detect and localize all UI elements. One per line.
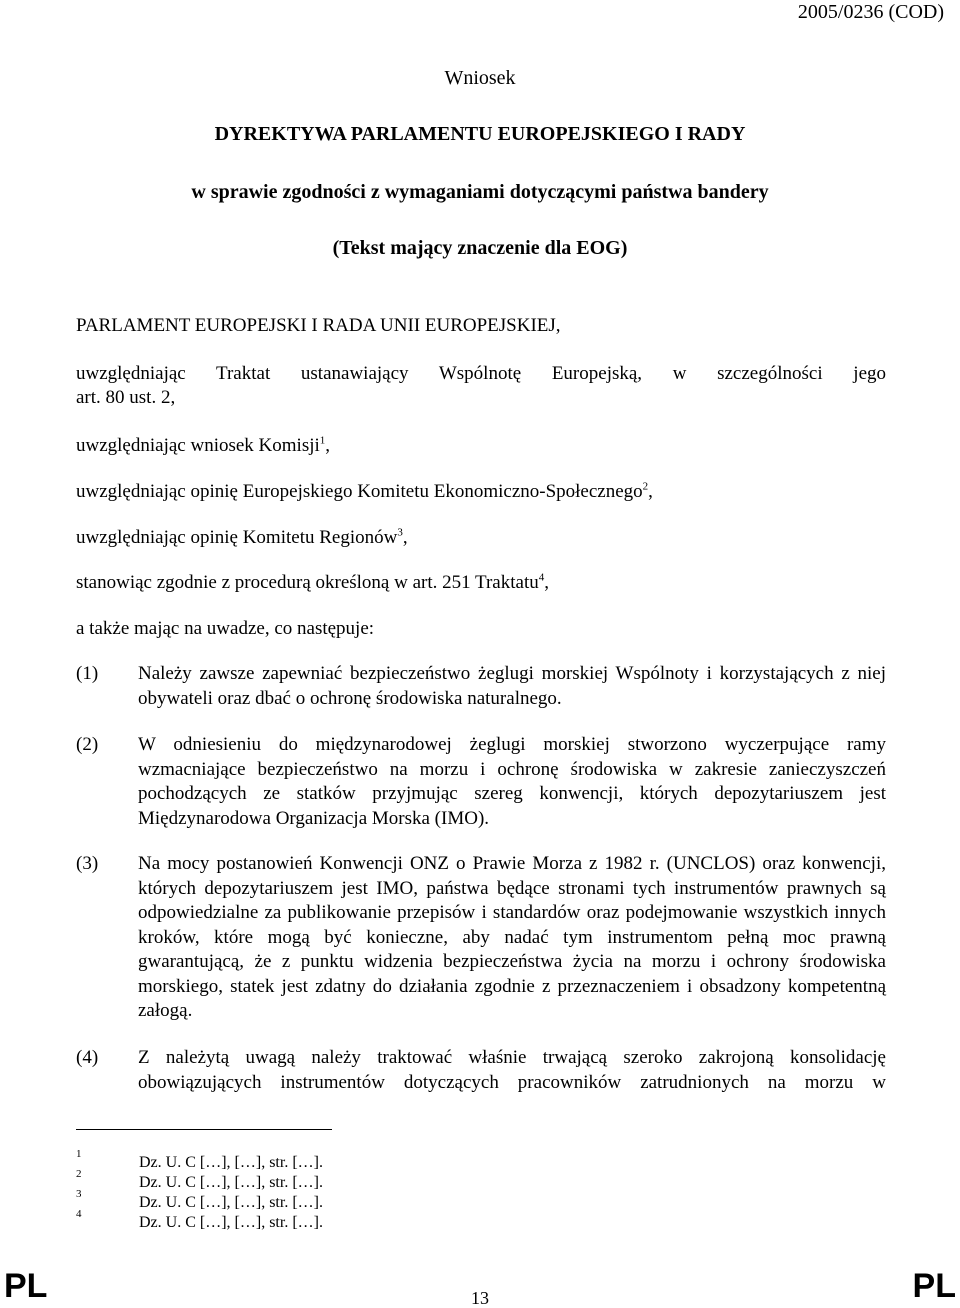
trailing-comma: ,	[648, 481, 653, 502]
footnote-text: Dz. U. C […], […], str. […].	[139, 1154, 323, 1171]
footnote-text: Dz. U. C […], […], str. […].	[139, 1214, 323, 1231]
trailing-comma: ,	[544, 572, 549, 593]
recital-text: Z należytą uwagą należy traktować właśnie trwającą szeroko zakrojoną konsolidację obowiązujących instrumentów dotyczących pracowników zatrudnionych na morzu w	[138, 1047, 886, 1093]
preamble-regions	[76, 526, 886, 550]
language-code-right: PL	[912, 1267, 956, 1305]
footnote-number: 3	[76, 1188, 82, 1200]
footnote-number: 2	[76, 1168, 82, 1180]
recital-text: Należy zawsze zapewniać bezpieczeństwo żeglugi morskiej Wspólnoty i korzystających z niej obywateli oraz dbać o ochronę środowiska naturalnego.	[138, 663, 886, 709]
recital-number: (2)	[76, 734, 99, 755]
footnote-separator	[76, 1129, 332, 1130]
recital-3	[76, 852, 886, 1024]
footnote-ref-3: 3	[397, 526, 403, 539]
preamble-procedure	[76, 571, 886, 595]
footnote-ref-1: 1	[319, 434, 326, 447]
preamble-treaty-line-1: uwzględniając Traktat ustanawiający Wspólnotę Europejską, w szczególności jego	[76, 363, 886, 384]
recital-number: (4)	[76, 1047, 99, 1068]
recital-4	[76, 1046, 886, 1095]
eea-relevance-note: (Tekst mający znaczenie dla EOG)	[332, 237, 628, 259]
footnote-number: 1	[76, 1148, 82, 1160]
recital-2	[76, 733, 886, 831]
footnote-text: Dz. U. C […], […], str. […].	[139, 1194, 323, 1211]
footnote-text: Dz. U. C […], […], str. […].	[139, 1174, 323, 1191]
proposal-label: Wniosek	[444, 67, 516, 89]
preamble-whereas: a także mając na uwadze, co następuje:	[76, 618, 375, 639]
preamble-regions-text: uwzględniając opinię Komitetu Regionów	[76, 527, 398, 548]
directive-subtitle: w sprawie zgodności z wymaganiami dotyczącymi państwa bandery	[191, 181, 769, 203]
trailing-comma: ,	[402, 527, 408, 548]
preamble-commission	[76, 434, 886, 458]
preamble-ecosoc	[76, 480, 886, 504]
footnote-number: 4	[76, 1208, 82, 1220]
recital-number: (1)	[76, 663, 99, 684]
directive-title: DYREKTYWA PARLAMENTU EUROPEJSKIEGO I RADY	[214, 123, 746, 145]
preamble-procedure-text: stanowiąc zgodnie z procedurą określoną w art. 251 Traktatu	[76, 572, 539, 593]
recital-number: (3)	[76, 853, 99, 874]
document-reference: 2005/0236 (COD)	[797, 1, 944, 23]
footnote-ref-2: 2	[642, 480, 649, 493]
footnote-ref-4: 4	[538, 571, 545, 584]
recital-1	[76, 662, 886, 711]
preamble-institutions: PARLAMENT EUROPEJSKI I RADA UNII EUROPEJSKIEJ,	[76, 315, 561, 336]
recital-text: Na mocy postanowień Konwencji ONZ o Prawie Morza z 1982 r. (UNCLOS) oraz konwencji, których depozytariuszem jest IMO, państwa będące stronami tych instrumentów prawnych są odpowiedzialne za publikowanie przepisów i standardów oraz podejmowanie wszystkich innych kroków, które mogą być konieczne, aby nadać tym instrumentom pełną moc prawną gwarantującą, że z punktu widzenia bezpieczeństwa życia na morzu i ochrony środowiska morskiego, statek jest zdatny do działania zgodnie z przeznaczeniem i obsadzony kompetentną załogą.	[138, 853, 886, 1021]
page-number: 13	[471, 1288, 489, 1308]
preamble-treaty-line-2: art. 80 ust. 2,	[76, 387, 176, 408]
recital-text: W odniesieniu do międzynarodowej żeglugi morskiej stworzono wyczerpujące ramy wzmacniające bezpieczeństwo na morzu i ochronę środowiska w zakresie zanieczyszczeń pochodzących ze statków przyjmując szereg konwencji, których depozytariuszem jest Międzynarodowa Organizacja Morska (IMO).	[138, 734, 886, 829]
trailing-comma: ,	[325, 435, 331, 456]
language-code-left: PL	[4, 1267, 48, 1305]
preamble-commission-text: uwzględniając wniosek Komisji	[76, 435, 320, 456]
preamble-ecosoc-text: uwzględniając opinię Europejskiego Komitetu Ekonomiczno-Społecznego	[76, 481, 643, 502]
